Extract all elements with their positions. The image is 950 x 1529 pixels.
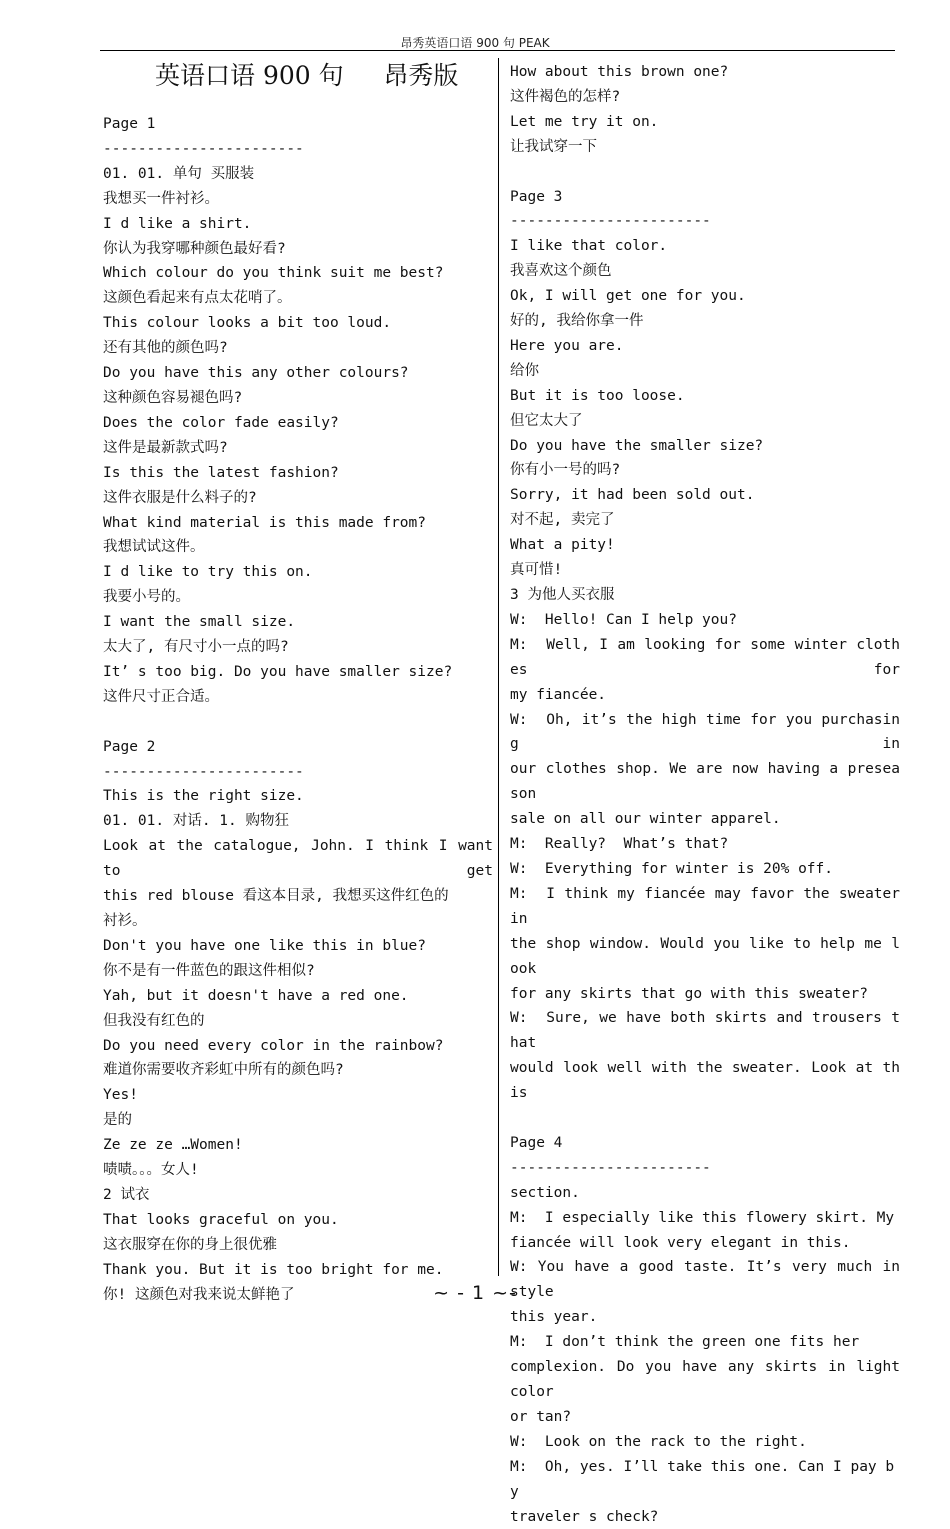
- text-line: 真可惜!: [510, 562, 563, 579]
- text-line: Sorry, it had been sold out.: [510, 487, 755, 504]
- text-line: 还有其他的颜色吗?: [103, 340, 228, 357]
- text-line: W: You have a good taste. It’s very much in style: [510, 1259, 909, 1301]
- text-line: Do you have this any other colours?: [103, 365, 409, 382]
- text-line: 我想买一件衬衫。: [103, 190, 219, 207]
- text-line: 太大了, 有尺寸小一点的吗?: [103, 639, 289, 656]
- column-divider: [498, 58, 499, 1276]
- text-line: This is the right size.: [103, 788, 304, 805]
- text-line: W: Oh, it’s the high time for you purchasing in: [510, 711, 900, 753]
- text-line: 我要小号的。: [103, 589, 190, 606]
- text-line: [510, 160, 900, 185]
- text-line: Here you are.: [510, 337, 624, 354]
- text-line: W: Hello! Can I help you?: [510, 611, 737, 628]
- text-line: That looks graceful on you.: [103, 1211, 339, 1228]
- text-line: 这件衣服是什么料子的?: [103, 489, 257, 506]
- text-line: I d like a shirt.: [103, 215, 252, 232]
- text-line: complexion. Do you have any skirts in light color: [510, 1359, 909, 1400]
- text-line: 这衣服穿在你的身上很优雅: [103, 1236, 277, 1253]
- left-column: [103, 60, 502, 1307]
- page-footer: ~ - 1 ~-: [433, 1282, 517, 1304]
- document-title: 英语口语 900 句 昂秀版: [155, 61, 459, 90]
- text-line: What kind material is this made from?: [103, 514, 427, 531]
- text-line: W: Everything for winter is 20% off.: [510, 860, 834, 877]
- text-line: 但我没有红色的: [103, 1012, 205, 1029]
- header-rule: [100, 50, 895, 51]
- text-line: But it is too loose.: [510, 387, 685, 404]
- text-line: Look at the catalogue, John. I think I want to get: [103, 838, 502, 880]
- text-line: How about this brown one?: [510, 64, 729, 80]
- text-line: 难道你需要收齐彩虹中所有的颜色吗?: [103, 1062, 344, 1079]
- text-line: this red blouse 看这本目录, 我想买这件红色的: [103, 888, 449, 905]
- text-line: Yah, but it doesn't have a red one.: [103, 987, 409, 1004]
- text-line: Ok, I will get one for you.: [510, 288, 746, 305]
- text-line: -----------------------: [103, 763, 304, 780]
- text-line: Page 1: [103, 116, 156, 132]
- text-line: I d like to try this on.: [103, 564, 313, 581]
- text-line: sale on all our winter apparel.: [510, 811, 781, 828]
- text-line: Page 2: [103, 738, 156, 755]
- text-line: What a pity!: [510, 537, 615, 554]
- text-line: -----------------------: [510, 213, 711, 230]
- text-line: Do you have the smaller size?: [510, 437, 764, 454]
- text-line: M: I especially like this flowery skirt. My: [510, 1209, 895, 1226]
- text-line: or tan?: [510, 1408, 572, 1425]
- text-line: 01. 01. 单句 买服装: [103, 165, 255, 182]
- text-line: I like that color.: [510, 238, 668, 255]
- text-line: would look well with the sweater. Look at this: [510, 1060, 900, 1102]
- right-column-lines: [510, 60, 909, 1529]
- text-line: [510, 1106, 900, 1131]
- text-line: [103, 710, 493, 735]
- text-line: 这种颜色容易褪色吗?: [103, 389, 243, 406]
- text-line: 01. 01. 对话. 1. 购物狂: [103, 813, 289, 830]
- text-line: W: Look on the rack to the right.: [510, 1433, 807, 1450]
- text-line: M: I don’t think the green one fits her: [510, 1334, 860, 1351]
- text-line: -----------------------: [510, 1159, 711, 1176]
- text-line: M: Really? What’s that?: [510, 836, 729, 853]
- text-line: our clothes shop. We are now having a preseason: [510, 761, 900, 803]
- text-line: Page 3: [510, 188, 563, 205]
- text-line: Ze ze ze …Women!: [103, 1137, 243, 1154]
- text-line: this year.: [510, 1309, 598, 1326]
- text-line: M: Well, I am looking for some winter clothes for: [510, 636, 900, 678]
- text-line: traveler s check?: [510, 1508, 659, 1525]
- text-line: 我想试试这件。: [103, 539, 205, 556]
- text-line: 这颜色看起来有点太花哨了。: [103, 290, 292, 307]
- text-line: fiancée will look very elegant in this.: [510, 1234, 851, 1251]
- text-line: 我喜欢这个颜色: [510, 263, 612, 280]
- text-line: 这件是最新款式吗?: [103, 439, 228, 456]
- text-line: Does the color fade easily?: [103, 414, 339, 431]
- text-line: I want the small size.: [103, 614, 296, 631]
- text-line: the shop window. Would you like to help me look: [510, 935, 900, 977]
- text-line: 是的: [103, 1112, 132, 1129]
- text-line: It’ s too big. Do you have smaller size?: [103, 663, 453, 680]
- text-line: Yes!: [103, 1087, 138, 1104]
- text-line: 对不起, 卖完了: [510, 512, 615, 529]
- text-line: 你认为我穿哪种颜色最好看?: [103, 240, 286, 257]
- right-column: [510, 60, 909, 1529]
- text-line: Page 4: [510, 1134, 563, 1151]
- text-line: Do you need every color in the rainbow?: [103, 1037, 444, 1054]
- text-line: 好的, 我给你拿一件: [510, 313, 644, 330]
- text-line: M: Oh, yes. I’ll take this one. Can I pay by: [510, 1458, 895, 1500]
- text-line: Is this the latest fashion?: [103, 464, 339, 481]
- text-line: 3 为他人买衣服: [510, 587, 615, 604]
- text-line: 这件尺寸正合适。: [103, 688, 219, 705]
- text-line: 衬衫。: [103, 912, 147, 929]
- text-line: 但它太大了: [510, 412, 583, 429]
- text-line: -----------------------: [103, 140, 304, 157]
- text-line: M: I think my fiancée may favor the sweater in: [510, 885, 909, 927]
- text-line: 你有小一号的吗?: [510, 462, 621, 479]
- text-line: 给你: [510, 362, 539, 379]
- text-line: Let me try it on.: [510, 113, 659, 130]
- text-line: 这件褐色的怎样?: [510, 88, 621, 105]
- text-line: 让我试穿一下: [510, 138, 597, 155]
- text-line: Which colour do you think suit me best?: [103, 265, 444, 282]
- left-column-lines: [103, 112, 502, 1307]
- text-line: for any skirts that go with this sweater?: [510, 985, 868, 1002]
- text-line: 啧啧。。。女人!: [103, 1162, 199, 1179]
- text-line: 2 试衣: [103, 1186, 150, 1203]
- text-line: W: Sure, we have both skirts and trousers that: [510, 1010, 900, 1052]
- text-line: 你不是有一件蓝色的跟这件相似?: [103, 962, 315, 979]
- text-line: Thank you. But it is too bright for me.: [103, 1261, 444, 1278]
- running-header: 昂秀英语口语 900 句 PEAK: [400, 36, 550, 50]
- text-line: section.: [510, 1184, 580, 1201]
- text-line: Don't you have one like this in blue?: [103, 937, 427, 954]
- text-line: my fiancée.: [510, 686, 607, 703]
- text-line: 你! 这颜色对我来说太鲜艳了: [103, 1286, 295, 1303]
- text-line: This colour looks a bit too loud.: [103, 315, 392, 332]
